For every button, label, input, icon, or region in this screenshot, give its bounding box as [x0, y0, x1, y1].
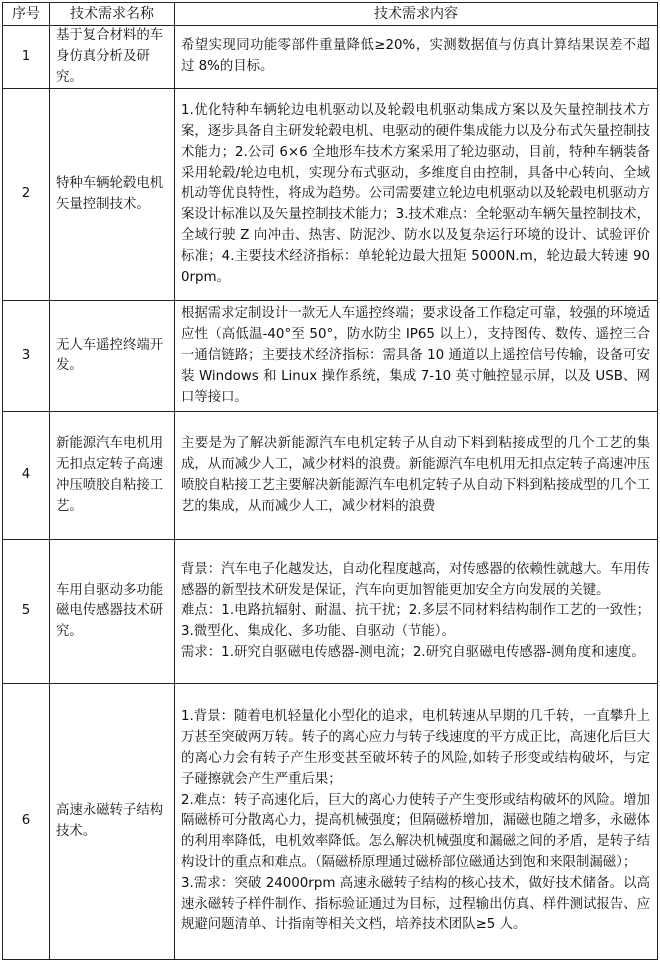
- row-name: 高速永磁转子结构技术。: [50, 684, 175, 960]
- content-paragraph: 3.需求：突破 24000rpm 高速永磁转子结构的核心技术，做好技术储备。以高速永磁转子样件制作、指标验证通过为目标，过程输出仿真、样件测试报告、应规避问题清单、计指南等相关文档，培养技术团队≥5 人。: [181, 875, 650, 933]
- row-content: [175, 540, 658, 684]
- table-row: [3, 26, 658, 89]
- header-row: [3, 3, 658, 26]
- row-name: 无人车遥控终端开发。: [50, 301, 175, 412]
- row-content: [175, 412, 658, 540]
- table-row: [3, 301, 658, 412]
- row-index: 6: [3, 684, 50, 960]
- row-index: 4: [3, 412, 50, 540]
- content-paragraph: 1.优化特种车辆轮边电机驱动以及轮毂电机驱动集成方案以及矢量控制技术方案，逐步具备自主研发轮毂电机、电驱动的硬件集成能力以及分布式矢量控制技术能力；2.公司 6×6 全地形车技术方案采用了轮边驱动，目前，特种车辆装备采用轮毂/轮边电机，实现分布式驱动，多维度自由控制，具备中心转向、全域机动等优良特性，将成为趋势。公司需要建立轮边电机驱动以及轮毂电机驱动方案设计标准以及矢量控制技术能力；3.技术难点：全轮驱动车辆矢量控制技术，全域行驶 Z 向冲击、热害、防泥沙、防水以及复杂运行环境的设计、试验评价标准；4.主要技术经济指标：单轮轮边最大扭矩 5000N.m，轮边最大转速 900rpm。: [181, 103, 650, 285]
- requirements-table: [2, 2, 658, 960]
- row-name: 特种车辆轮毂电机矢量控制技术。: [50, 89, 175, 301]
- header-name: 技术需求名称: [50, 3, 175, 26]
- row-name: 基于复合材料的车身仿真分析及研究。: [50, 26, 175, 89]
- header-index: 序号: [3, 3, 50, 26]
- content-paragraph: 难点：1.电路抗辐射、耐温、抗干扰；2.多层不同材料结构制作工艺的一致性；3.微型化、集成化、多功能、自驱动（节能）。: [181, 603, 650, 640]
- row-content: [175, 89, 658, 301]
- row-index: 2: [3, 89, 50, 301]
- content-paragraph: 希望实现同功能零部件重量降低≥20%，实测数据值与仿真计算结果误差不超过 8%的目标。: [181, 38, 650, 75]
- row-content: [175, 684, 658, 960]
- row-content: [175, 26, 658, 89]
- table-row: [3, 89, 658, 301]
- table-row: [3, 540, 658, 684]
- row-name: 车用自驱动多功能磁电传感器技术研究。: [50, 540, 175, 684]
- content-paragraph: 背景：汽车电子化越发达，自动化程度越高，对传感器的依赖性就越大。车用传感器的新型技术研发是保证，汽车向更加智能更加安全方向发展的关键。: [181, 561, 650, 598]
- row-index: 1: [3, 26, 50, 89]
- row-index: 5: [3, 540, 50, 684]
- content-paragraph: 1.背景：随着电机轻量化小型化的追求，电机转速从早期的几千转，一直攀升上万甚至突破两万转。转子的离心应力与转子线速度的平方成正比，高速化后巨大的离心力会有转子产生形变甚至破坏转子的风险,如转子形变或结构破坏，与定子碰擦就会产生严重后果；: [181, 709, 650, 787]
- row-content: [175, 301, 658, 412]
- content-paragraph: 根据需求定制设计一款无人车遥控终端；要求设备工作稳定可靠，较强的环境适应性（高低温-40°至 50°，防水防尘 IP65 以上），支持图传、数传、遥控三合一通信链路；主要技术经济指标：需具备 10 通道以上遥控信号传输，设备可安装 Windows 和 Linux 操作系统，集成 7-10 英寸触控显示屏，以及 USB、网口等接口。: [181, 306, 650, 405]
- content-paragraph: 需求：1.研究自驱磁电传感器-测电流；2.研究自驱磁电传感器-测角度和速度。: [181, 645, 645, 661]
- row-index: 3: [3, 301, 50, 412]
- table-row: [3, 684, 658, 960]
- content-paragraph: 主要是为了解决新能源汽车电机定转子从自动下料到粘接成型的几个工艺的集成，从而减少人工，减少材料的浪费。新能源汽车电机用无扣点定转子高速冲压喷胶自粘接工艺主要解决新能源汽车电机定转子从自动下料到粘接成型的几个工艺的集成，从而减少人工，减少材料的浪费: [181, 436, 650, 514]
- header-content: 技术需求内容: [175, 3, 658, 26]
- row-name: 新能源汽车电机用无扣点定转子高速冲压喷胶自粘接工艺。: [50, 412, 175, 540]
- content-paragraph: 2.难点：转子高速化后，巨大的离心力使转子产生变形或结构破坏的风险。增加隔磁桥可分散离心力，提高机械强度；但隔磁桥增加，漏磁也随之增多，永磁体的利用率降低，电机效率降低。怎么解决机械强度和漏磁之间的矛盾，是转子结构设计的重点和难点。（隔磁桥原理通过磁桥部位磁通达到饱和来限制漏磁）；: [181, 792, 650, 871]
- table-row: [3, 412, 658, 540]
